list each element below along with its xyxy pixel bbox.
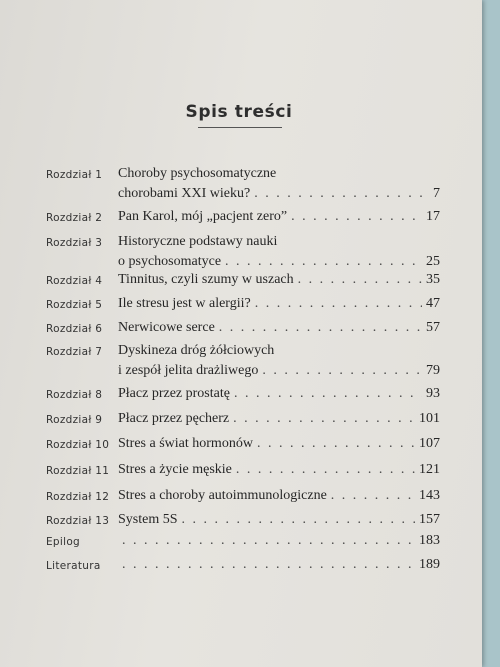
toc-page-number: 17: [426, 209, 440, 224]
dot-leader: [234, 384, 422, 404]
toc-chapter-label: Rozdział 8: [46, 389, 103, 401]
toc-entry-text: [118, 531, 440, 551]
toc-page-number: 7: [433, 186, 440, 201]
toc-title-line: Dyskineza dróg żółciowych: [118, 343, 275, 358]
toc-entry-text: [118, 460, 440, 480]
toc-page-number: 79: [426, 363, 440, 378]
toc-title-row: [118, 460, 440, 480]
dot-leader: [257, 434, 415, 454]
dot-leader: [182, 510, 415, 530]
toc-title-row: [118, 361, 440, 381]
toc-entry-text: [118, 232, 440, 272]
toc-page-number: 189: [419, 557, 440, 572]
toc-entry-text: [118, 294, 440, 314]
toc-title-line: Stres a świat hormonów: [118, 436, 253, 451]
toc-entry-text: [118, 318, 440, 338]
dot-leader: [219, 318, 422, 338]
toc-chapter-label: Rozdział 5: [46, 299, 103, 311]
toc-page-number: 35: [426, 272, 440, 287]
toc-page-number: 47: [426, 296, 440, 311]
toc-page-number: 183: [419, 533, 440, 548]
toc-chapter-label: Epilog: [46, 536, 81, 548]
dot-leader: [298, 270, 422, 290]
toc-title-line: chorobami XXI wieku?: [118, 186, 251, 201]
toc-chapter-label: Rozdział 9: [46, 414, 103, 426]
toc-title-line: Płacz przez prostatę: [118, 386, 230, 401]
dot-leader: [331, 486, 415, 506]
toc-title-row: [118, 555, 440, 575]
toc-title-row: [118, 252, 440, 272]
toc-chapter-label: Rozdział 10: [46, 439, 110, 451]
dot-leader: [122, 531, 415, 551]
toc-chapter-label: Literatura: [46, 560, 101, 572]
toc-entry-text: [118, 409, 440, 429]
toc-title-line: System 5S: [118, 512, 178, 527]
toc-title-line: i zespół jelita drażliwego: [118, 363, 259, 378]
toc-title-line: o psychosomatyce: [118, 254, 222, 269]
toc-entry-text: [118, 510, 440, 530]
toc-title-row: [118, 207, 440, 227]
toc-title-row: [118, 434, 440, 454]
dot-leader: [291, 207, 422, 227]
toc-chapter-label: Rozdział 1: [46, 169, 103, 181]
toc-chapter-label: Rozdział 12: [46, 491, 110, 503]
toc-chapter-label: Rozdział 13: [46, 515, 110, 527]
toc-page-number: 93: [426, 386, 440, 401]
dot-leader: [225, 252, 422, 272]
toc-entry-text: [118, 555, 440, 575]
toc-page-number: 25: [426, 254, 440, 269]
toc-title-row: [118, 318, 440, 338]
dot-leader: [254, 184, 429, 204]
toc-title-row: [118, 184, 440, 204]
dot-leader: [262, 361, 422, 381]
toc-page-number: 121: [419, 462, 440, 477]
toc-title-line: Nerwicowe serce: [118, 320, 215, 335]
toc-title-row: [118, 486, 440, 506]
toc-chapter-label: Rozdział 4: [46, 275, 103, 287]
toc-title-line: Stres a życie męskie: [118, 462, 232, 477]
toc-title-row: [118, 409, 440, 429]
toc-entry-text: [118, 164, 440, 204]
toc-chapter-label: Rozdział 7: [46, 346, 103, 358]
toc-title-row: [118, 384, 440, 404]
toc-title-row: [118, 270, 440, 290]
toc-page-number: 143: [419, 488, 440, 503]
toc-entry-text: [118, 384, 440, 404]
toc-title-line: Tinnitus, czyli szumy w uszach: [118, 272, 294, 287]
toc-chapter-label: Rozdział 3: [46, 237, 103, 249]
dot-leader: [233, 409, 415, 429]
toc-title-line: Historyczne podstawy nauki: [118, 234, 278, 249]
toc-entry-text: [118, 207, 440, 227]
toc-title-line: Stres a choroby autoimmunologiczne: [118, 488, 327, 503]
toc-title-line: Płacz przez pęcherz: [118, 411, 230, 426]
toc-entry-text: [118, 341, 440, 381]
toc-title-line: Pan Karol, mój „pacjent zero”: [118, 209, 288, 224]
toc-entry-text: [118, 434, 440, 454]
toc-page-number: 107: [419, 436, 440, 451]
toc-chapter-label: Rozdział 11: [46, 465, 110, 477]
toc-page-number: 101: [419, 411, 440, 426]
toc-entry-text: [118, 486, 440, 506]
toc-entry-text: [118, 270, 440, 290]
toc-page-number: 157: [419, 512, 440, 527]
page-title: Spis treści: [185, 102, 293, 122]
toc-title-line: Ile stresu jest w alergii?: [118, 296, 251, 311]
toc-title-row: [118, 531, 440, 551]
toc-chapter-label: Rozdział 2: [46, 212, 103, 224]
dot-leader: [236, 460, 415, 480]
toc-chapter-label: Rozdział 6: [46, 323, 103, 335]
dot-leader: [255, 294, 422, 314]
toc-title-line: Choroby psychosomatyczne: [118, 166, 277, 181]
dot-leader: [122, 555, 415, 575]
toc-page-number: 57: [426, 320, 440, 335]
toc-title-row: [118, 294, 440, 314]
toc-title-row: [118, 510, 440, 530]
